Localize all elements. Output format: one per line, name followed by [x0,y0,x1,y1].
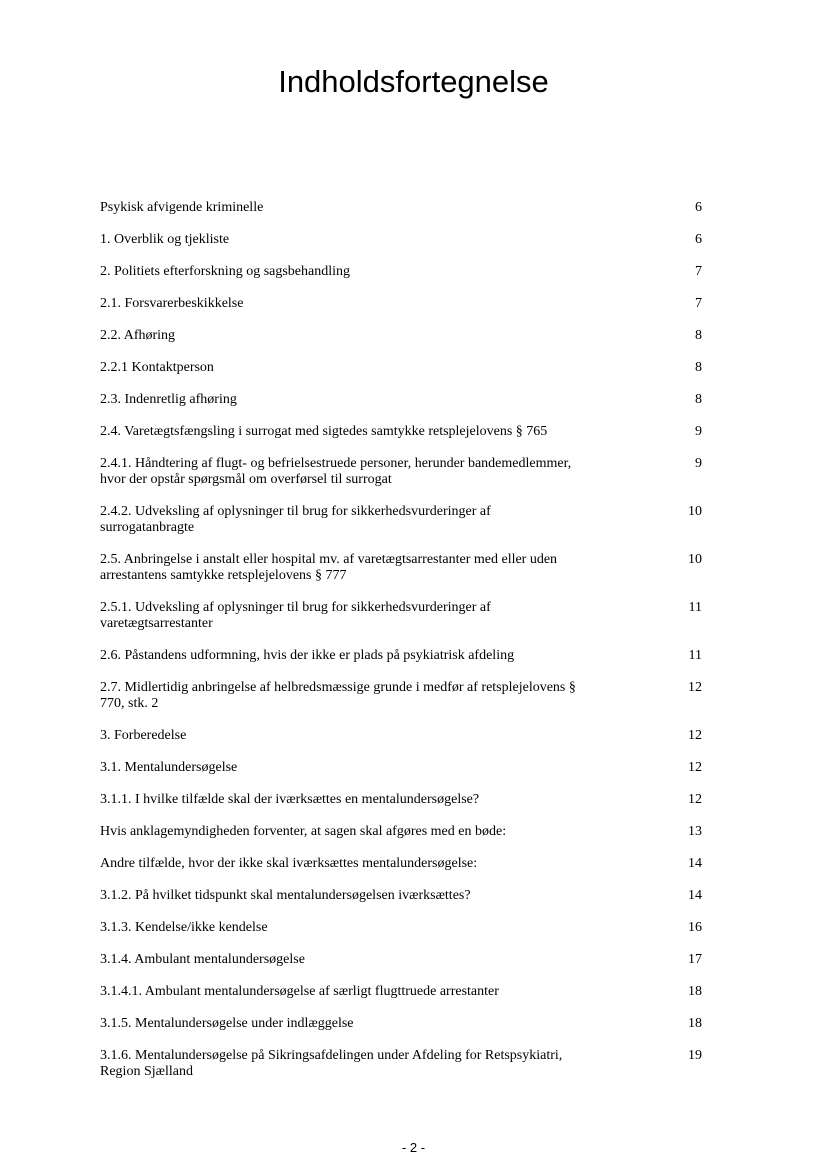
toc-entry-page-number: 18 [688,984,702,999]
toc-entry-page-number: 6 [695,200,702,215]
toc-entry-title: 2.5.1. Udveksling af oplysninger til brug for sikkerhedsvurderinger af varetægtsarrestanter [100,600,491,631]
toc-entry[interactable] [100,360,702,376]
toc-entry-page-number: 12 [688,760,702,775]
toc-entry[interactable] [100,328,702,344]
toc-entry[interactable] [100,456,702,488]
toc-entry-title: 3.1.4.1. Ambulant mentalundersøgelse af særligt flugttruede arrestanter [100,984,499,999]
toc-entry-page-number: 19 [688,1048,702,1063]
toc-entry[interactable] [100,648,702,664]
toc-entry[interactable] [100,824,702,840]
toc-entry[interactable] [100,856,702,872]
toc-entry-title: 3.1.5. Mentalundersøgelse under indlæggelse [100,1016,354,1031]
toc-entry-page-number: 16 [688,920,702,935]
toc-entry[interactable] [100,552,702,584]
toc-entry-page-number: 18 [688,1016,702,1031]
toc-entry[interactable] [100,200,702,216]
table-of-contents [100,200,702,1096]
toc-entry[interactable] [100,952,702,968]
toc-entry-title: 3.1.3. Kendelse/ikke kendelse [100,920,268,935]
toc-entry-title: 2.4. Varetægtsfængsling i surrogat med sigtedes samtykke retsplejelovens § 765 [100,424,548,439]
toc-entry[interactable] [100,296,702,312]
toc-entry-page-number: 14 [688,888,702,903]
toc-entry[interactable] [100,424,702,440]
toc-entry-title: 3.1. Mentalundersøgelse [100,760,238,775]
toc-entry[interactable] [100,504,702,536]
toc-entry[interactable] [100,680,702,712]
page-title: Indholdsfortegnelse [278,64,549,99]
toc-entry[interactable] [100,984,702,1000]
toc-entry-title: 2. Politiets efterforskning og sagsbehandling [100,264,351,279]
toc-entry-page-number: 8 [695,328,702,343]
toc-entry-title: 3.1.2. På hvilket tidspunkt skal mentalundersøgelsen iværksættes? [100,888,471,903]
toc-entry[interactable] [100,888,702,904]
toc-entry-title: 3.1.6. Mentalundersøgelse på Sikringsafdelingen under Afdeling for Retspsykiatri, Region Sjælland [100,1048,563,1079]
toc-entry-title: 2.2. Afhøring [100,328,176,343]
toc-entry-page-number: 7 [695,296,702,311]
toc-entry-page-number: 6 [695,232,702,247]
toc-entry-page-number: 14 [688,856,702,871]
toc-entry-title: 2.3. Indenretlig afhøring [100,392,237,407]
toc-entry-page-number: 12 [688,792,702,807]
toc-entry-page-number: 7 [695,264,702,279]
toc-entry[interactable] [100,792,702,808]
toc-entry-page-number: 10 [688,504,702,519]
toc-entry[interactable] [100,1048,702,1080]
toc-entry-title: 1. Overblik og tjekliste [100,232,230,247]
toc-entry-page-number: 8 [695,392,702,407]
toc-entry-title: 2.4.2. Udveksling af oplysninger til brug for sikkerhedsvurderinger af surrogatanbragte [100,504,491,535]
toc-entry-title: 2.2.1 Kontaktperson [100,360,214,375]
toc-entry-title: 2.7. Midlertidig anbringelse af helbredsmæssige grunde i medfør af retsplejelovens § 770, stk. 2 [100,680,576,711]
toc-entry-page-number: 10 [688,552,702,567]
toc-entry-title: Psykisk afvigende kriminelle [100,200,264,215]
toc-entry-page-number: 9 [695,424,702,439]
toc-entry-title: 3.1.4. Ambulant mentalundersøgelse [100,952,305,967]
page-number: - 2 - [401,1140,426,1155]
toc-entry[interactable] [100,392,702,408]
toc-entry-page-number: 12 [688,680,702,695]
toc-entry-title: 2.4.1. Håndtering af flugt- og befrielsestruede personer, herunder bandemedlemmer, hvor der opstår spørgsmål om overførsel til surrogat [100,456,572,487]
toc-entry-title: Hvis anklagemyndigheden forventer, at sagen skal afgøres med en bøde: [100,824,507,839]
toc-entry[interactable] [100,232,702,248]
toc-entry-title: 2.6. Påstandens udformning, hvis der ikke er plads på psykiatrisk afdeling [100,648,515,663]
toc-entry[interactable] [100,1016,702,1032]
toc-entry-page-number: 12 [688,728,702,743]
toc-entry[interactable] [100,728,702,744]
toc-entry-title: Andre tilfælde, hvor der ikke skal iværksættes mentalundersøgelse: [100,856,478,871]
toc-entry-title: 3. Forberedelse [100,728,187,743]
toc-entry-page-number: 11 [688,600,702,615]
toc-entry-title: 2.1. Forsvarerbeskikkelse [100,296,244,311]
toc-entry[interactable] [100,920,702,936]
toc-entry-page-number: 8 [695,360,702,375]
toc-entry[interactable] [100,600,702,632]
toc-entry-page-number: 9 [695,456,702,471]
toc-entry-page-number: 13 [688,824,702,839]
toc-entry[interactable] [100,264,702,280]
toc-entry[interactable] [100,760,702,776]
toc-entry-page-number: 11 [688,648,702,663]
toc-entry-title: 3.1.1. I hvilke tilfælde skal der iværksættes en mentalundersøgelse? [100,792,480,807]
toc-entry-title: 2.5. Anbringelse i anstalt eller hospital mv. af varetægtsarrestanter med eller uden arrestantens samtykke retsplejelovens § 777 [100,552,558,583]
toc-entry-page-number: 17 [688,952,702,967]
